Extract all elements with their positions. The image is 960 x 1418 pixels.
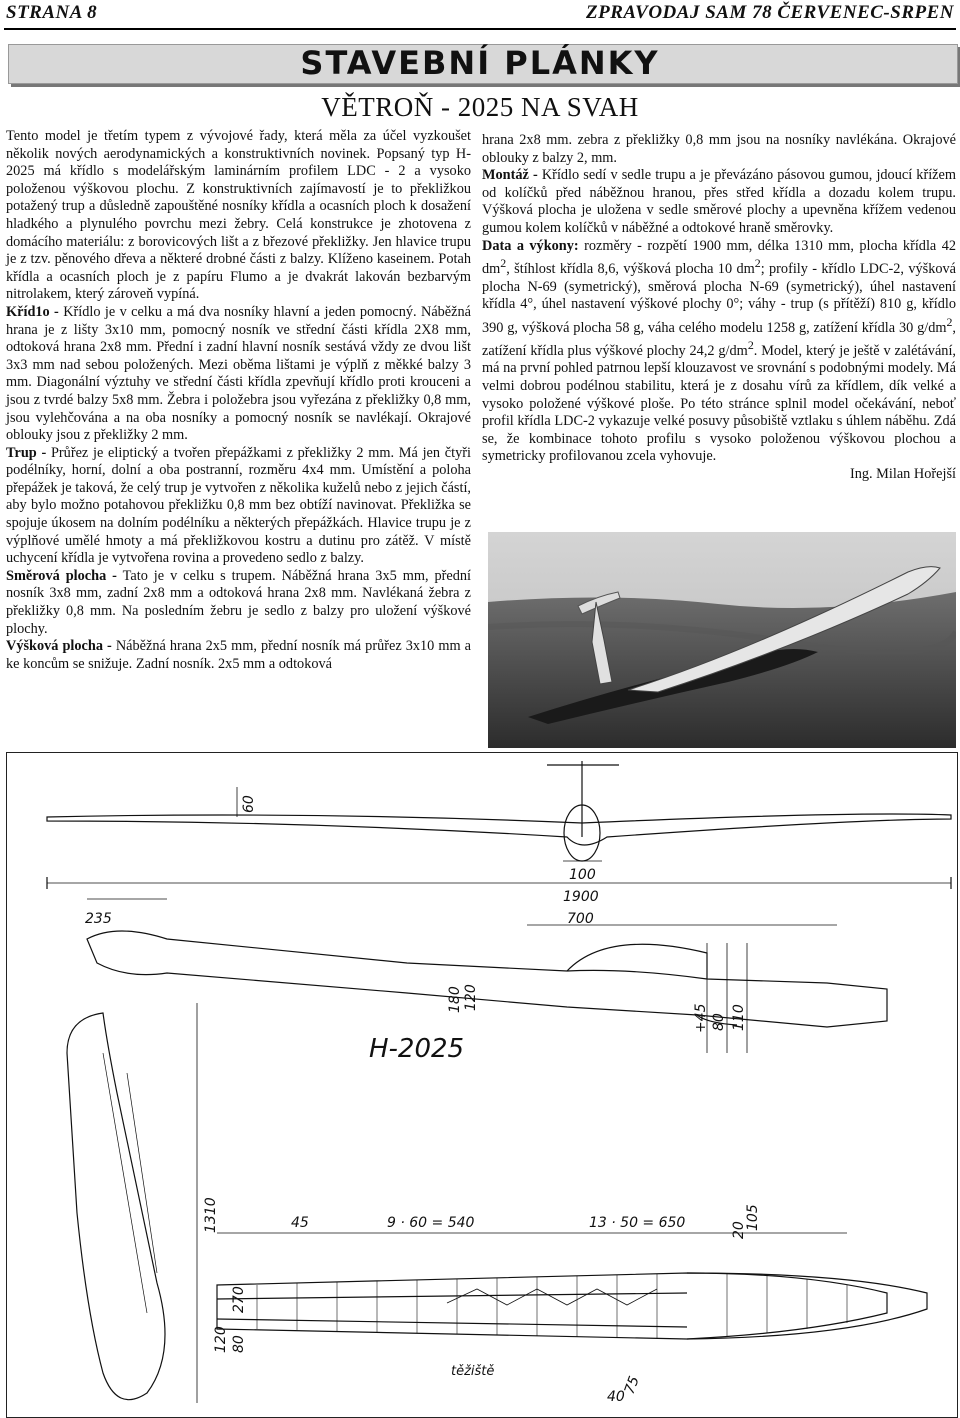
dim-235: 235 xyxy=(85,911,112,927)
page-number: STRANA 8 xyxy=(6,2,98,23)
stab-label: Výšková plocha - xyxy=(6,638,112,655)
dim-100: 100 xyxy=(569,867,596,883)
dim-105: 105 xyxy=(745,1204,761,1231)
cg-label: těžiště xyxy=(451,1364,495,1379)
dim-120-wing: 120 xyxy=(213,1326,229,1353)
fuselage-paragraph xyxy=(6,445,471,568)
dim-20: 20 xyxy=(731,1221,747,1239)
dim-270: 270 xyxy=(231,1286,247,1313)
dim-60: 60 xyxy=(241,795,257,813)
dim-13x50: 13 · 50 = 650 xyxy=(589,1215,686,1231)
fuselage-text: Průřez je eliptický a tvořen přepážkami z překližky 2 mm. Má jen čtyři podélníky, horní, dolní a oba postranní, rozměru 4x4 mm. Umístění a poloha přepážek je taková, že celý trup je vytvořen z několika kuželů nebo z jejich částí, aby bylo možno potahovou překližku 0,8 mm bez obtíží navinovat. Překližka se spojuje úkosem na dolním podélníku a některých přepážkách. Hlavice trupu je z výplňové umělé hmoty a má překližkovou kostru a dutinu pro zátěž. V místě uchycení křídla je vytvořena rovina a provedeno sedlo z balzy. xyxy=(6,444,471,567)
dim-45: 45 xyxy=(291,1215,309,1231)
fin-text: Tato je v celku s trupem. Náběžná hrana 3x5 mm, přední nosník 3x8 mm, zadní 2x8 mm a odtoková hrana 2x8 mm. Navlékaná žebra z překližky 0,8 mm. Na posledním žebru je sedlo z balzy pro uložení výškové plochy. xyxy=(6,567,471,637)
assembly-text: Křídlo sedí v sedle trupu a je převázáno pásovou gumou, jdoucí křížem od kolíčků před náběžnou hranou, přes střed křídla a dozadu kolem trupu. Výšková plocha je uložena v sedle směrové plochy a upevněna křížem vedenou gumou kolem kolíčků v náběžné a odtokové hraně směrovky. xyxy=(482,167,956,236)
text-column-right xyxy=(482,132,956,484)
wing-text: Křídlo je v celku a má dva nosníky hlavní a jeden pomocný. Náběžná hrana je z lišty 3x10 mm, pomocný nosník ve střední části křídla 2X8 mm, odtoková hrana 2x8 mm. Přední i zadní hlavní nosník sestává vždy ze dvou lišt 3x3 mm nad sebou položených. Mezi oběma lištami je výplň z měkké balzy 3 mm. Diagonální výztuhy ve střední části křídla zpevňují křídlo proti krouceni a jsou z tvrdé balzy 5x8 mm. Žebra i položebra jsou vyřezána z překližky 0,8 mm, jsou vylehčována a na oba nosníky a pomocný nosník se navlékají. Okrajové oblouky jsou z překližky 2 mm. xyxy=(6,303,471,444)
glider-photo xyxy=(488,532,956,748)
side-view xyxy=(87,899,887,1053)
assembly-paragraph xyxy=(482,167,956,237)
assembly-label: Montáž - xyxy=(482,167,538,184)
superscript: 2 xyxy=(946,314,953,329)
article-title: VĚTROŇ - 2025 NA SVAH xyxy=(321,92,639,122)
superscript: 2 xyxy=(500,256,507,271)
data-paragraph xyxy=(482,238,956,466)
fin-paragraph xyxy=(6,568,471,638)
header-rule xyxy=(4,28,956,30)
intro-paragraph: Tento model je třetím typem z vývojové řady, která měla za účel vyzkoušet několik nových aerodynamických a konstruktivních novinek. Popsaný typ H-2025 má křídlo s modelářským laminárním profilem LDC - 2 a vysoko položenou výškovou plochu. Z konstruktivních zajímavostí je to překližkou potažený trup a důsledně zapouštěné nosníky křídla a ocasních ploch k dosažení hladkého a plynulého povrchu mezi žebry. Celá konstrukce je zhotovena z domácího materiálu: z borovicových lišt a z březové překližky. Jen hlavice trupu je z tzv. pěnového dřeva a některé drobné části z balzy. Klíženo kaseinem. Potah křídla a ocasních ploch je z papíru Flumo a je dvakrát lakován bezbarvým nitrolakem, který zároveň vypíná. xyxy=(6,128,471,303)
dim-1310: 1310 xyxy=(203,1197,219,1233)
dim-9x60: 9 · 60 = 540 xyxy=(387,1215,475,1231)
top-view-fuselage xyxy=(67,1003,197,1403)
dim-700: 700 xyxy=(567,911,594,927)
technical-drawing xyxy=(6,752,958,1418)
data-text-1: rozměry - rozpětí 1900 mm, délka 1310 mm, plocha křídla 42 dm xyxy=(482,237,957,277)
stab-text: Náběžná hrana 2x5 mm, přední nosník má průřez 3x10 mm a ke koncům se snižuje. Zadní nosník. 2x5 mm a odtoková xyxy=(6,638,471,672)
wing-label: Kříd1o - xyxy=(6,303,59,320)
dim-80: 80 xyxy=(711,1013,727,1031)
model-label: H-2025 xyxy=(369,1034,465,1064)
superscript: 2 xyxy=(747,338,754,353)
data-text-2: , štíhlost křídla 8,6, výšková plocha 10 dm xyxy=(506,260,755,277)
data-text-3: ; profily - křídlo LDC-2, výšková plocha N-69 (symetrický), směrová plocha N-69 (symetrický), úhel nastavení křídla 4°, úhel nastavení výškové plochy 0°; váhy - trup (s přítěží) 810 g, křídlo 390 g, výšková plocha 58 g, váha celého modelu 1258 g, zatížení křídla 30 g/dm xyxy=(482,260,956,336)
section-title: STAVEBNÍ PLÁNKY xyxy=(300,44,660,82)
superscript: 2 xyxy=(754,256,761,271)
data-text-4: , zatížení křídla plus výškové plochy 24,2 g/dm xyxy=(482,319,956,359)
dim-40: 40 xyxy=(607,1389,625,1405)
wing-plan xyxy=(217,1233,927,1339)
author-signature: Ing. Milan Hořejší xyxy=(849,465,956,482)
fin-label: Směrová plocha - xyxy=(6,567,117,584)
data-label: Data a výkony: xyxy=(482,237,579,254)
fuselage-label: Trup - xyxy=(6,444,47,461)
data-text-5: . Model, který je ještě v zalétávání, má na první pohled patrnou lepší klouzavost ve srovnání s podobnými modely. Má velmi dobrou podélnou stabilitu, která je z dosahu vírů za křídlem, dík velké a vysoko položené výškové ploše. Po této stránce splnil model očekávání, neboť profil křídla LDC-2 vykazuje velké posuvy působiště vztlaku s úhlem náběhu. Zdá se, že kombinace tohoto profilu s vysoko položenou výškovou plochou a symetricky profilovanou zcela vyhovuje. xyxy=(482,342,957,465)
dim-180: 180 xyxy=(447,986,463,1013)
dim-80-wing: 80 xyxy=(231,1335,247,1353)
stab-paragraph-cont: hrana 2x8 mm. zebra z překližky 0,8 mm jsou na nosníky navlékána. Okrajové oblouky z balzy 2, mm. xyxy=(482,132,956,166)
dim-plus-45: +45 xyxy=(693,1003,709,1033)
stab-paragraph xyxy=(6,638,471,673)
publication-title: ZPRAVODAJ SAM 78 ČERVENEC-SRPEN xyxy=(586,2,954,23)
wing-paragraph xyxy=(6,304,471,445)
dim-110: 110 xyxy=(731,1004,747,1031)
front-view xyxy=(47,761,951,889)
text-column-left xyxy=(6,128,471,673)
dim-1900: 1900 xyxy=(563,889,599,905)
dim-120: 120 xyxy=(463,984,479,1011)
dim-75: 75 xyxy=(621,1374,643,1397)
